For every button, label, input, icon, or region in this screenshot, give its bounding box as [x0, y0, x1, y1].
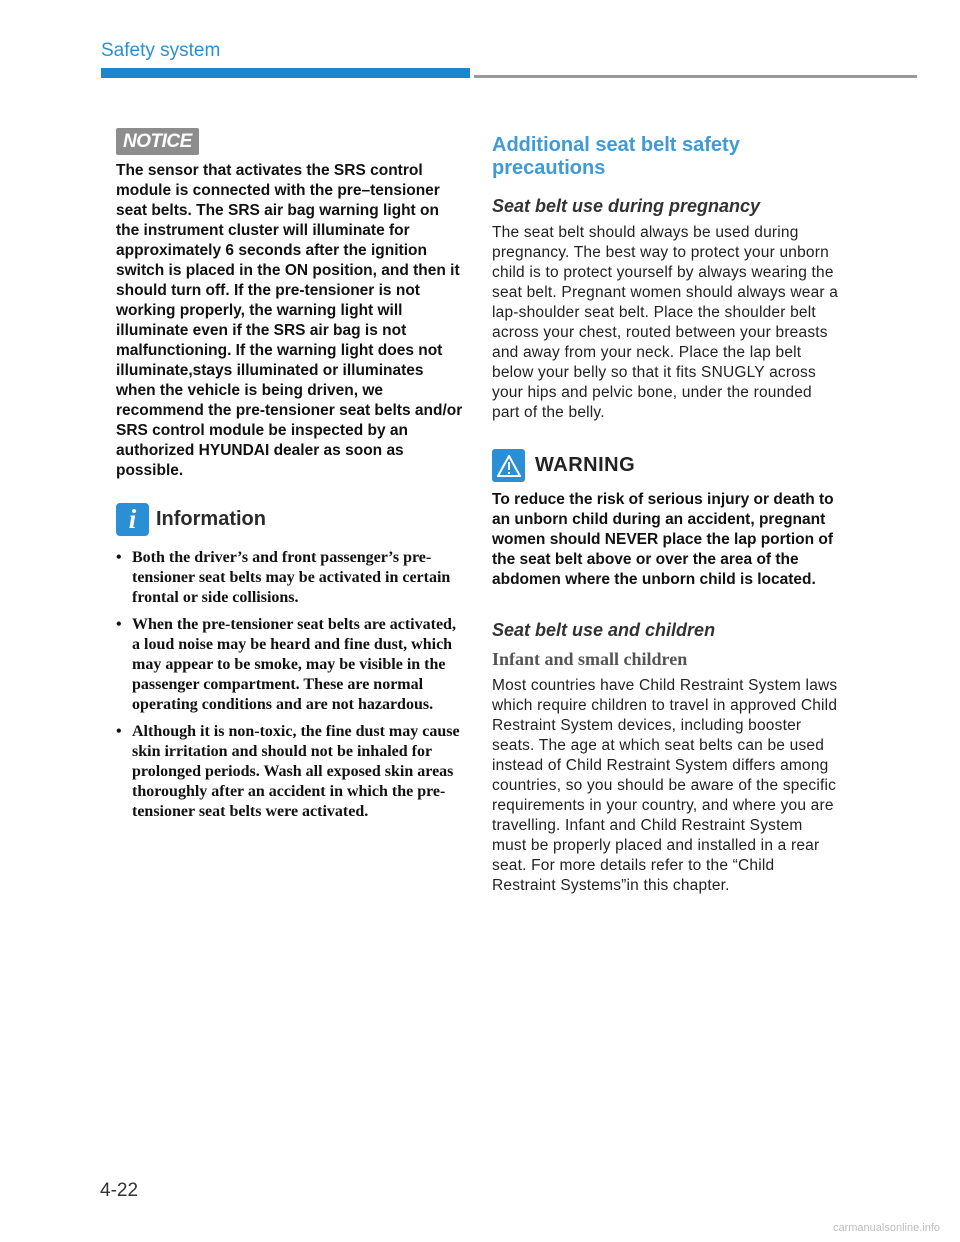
children-text: Most countries have Child Restraint System laws which require children to travel in approved Child Restraint System devices, including booster seats. The age at which seat belts can be used instead of Child Restraint System differs among countries, so you should be aware of the specific requirements in your country, and where you are travelling. Infant and Child Restraint System must be properly placed and installed in a rear seat. For more details refer to the “Child Restraint Systems”in this chapter.	[492, 677, 838, 894]
header-bar-blue	[101, 68, 470, 78]
info-icon: i	[116, 503, 149, 536]
warning-triangle-icon	[492, 449, 525, 482]
pregnancy-text: The seat belt should always be used during pregnancy. The best way to protect your unborn child is to protect yourself by always wearing the seat belt. Pregnant women should always wear a lap-shoulder seat belt. Place the shoulder belt across your chest, routed between your breasts and away from your neck. Place the lap belt below your belly so that it fits SNUGLY across your hips and pelvic bone, under the rounded part of the belly.	[492, 224, 839, 421]
notice-text: The sensor that activates the SRS control module is connected with the pre–tensioner seat belts. The SRS air bag warning light on the instrument cluster will illuminate for approximately 6 seconds after the ignition switch is placed in the ON position, and then it should turn off. If the pre-tensioner is not working properly, the warning light will illuminate even if the SRS air bag is not malfunctioning. If the warning light does not illuminate,stays illuminated or illuminates when the vehicle is being driven, we recommend the pre-tensioner seat belts and/or SRS control module be inspected by an authorized HYUNDAI dealer as soon as possible.	[116, 162, 463, 479]
section-title: Safety system	[101, 40, 221, 61]
additional-precautions-heading: Additional seat belt safety precautions	[492, 134, 740, 179]
page-number: 4-22	[100, 1180, 139, 1201]
header-bar-gray	[474, 75, 917, 78]
list-item: • Although it is non-toxic, the fine dust may cause skin irritation and should not be inhaled for prolonged periods. Wash all exposed skin areas thoroughly after an accident in which the pre-tensioner seat belts were activated.	[116, 722, 464, 822]
information-header	[116, 503, 464, 536]
warning-title: WARNING	[535, 454, 636, 476]
information-list	[116, 548, 464, 822]
list-item: • Both the driver’s and front passenger’s pre-tensioner seat belts may be activated in certain frontal or side collisions.	[116, 548, 464, 608]
notice-box	[116, 128, 464, 481]
left-column	[116, 128, 464, 829]
pregnancy-heading: Seat belt use during pregnancy	[492, 196, 761, 216]
right-column	[492, 134, 840, 896]
warning-text: To reduce the risk of serious injury or death to an unborn child during an accident, pregnant women should NEVER place the lap portion of the seat belt above or over the area of the abdomen where the unborn child is located.	[492, 491, 834, 588]
notice-badge: NOTICE	[116, 128, 199, 155]
children-heading: Seat belt use and children	[492, 620, 716, 640]
warning-header	[492, 449, 840, 482]
watermark: carmanualsonline.info	[832, 1222, 940, 1234]
infant-heading: Infant and small children	[492, 649, 688, 669]
information-title: Information	[156, 508, 266, 530]
list-item: • When the pre-tensioner seat belts are activated, a loud noise may be heard and fine dust, which may appear to be smoke, may be visible in the passenger compartment. These are normal operating conditions and are not hazardous.	[116, 615, 464, 715]
